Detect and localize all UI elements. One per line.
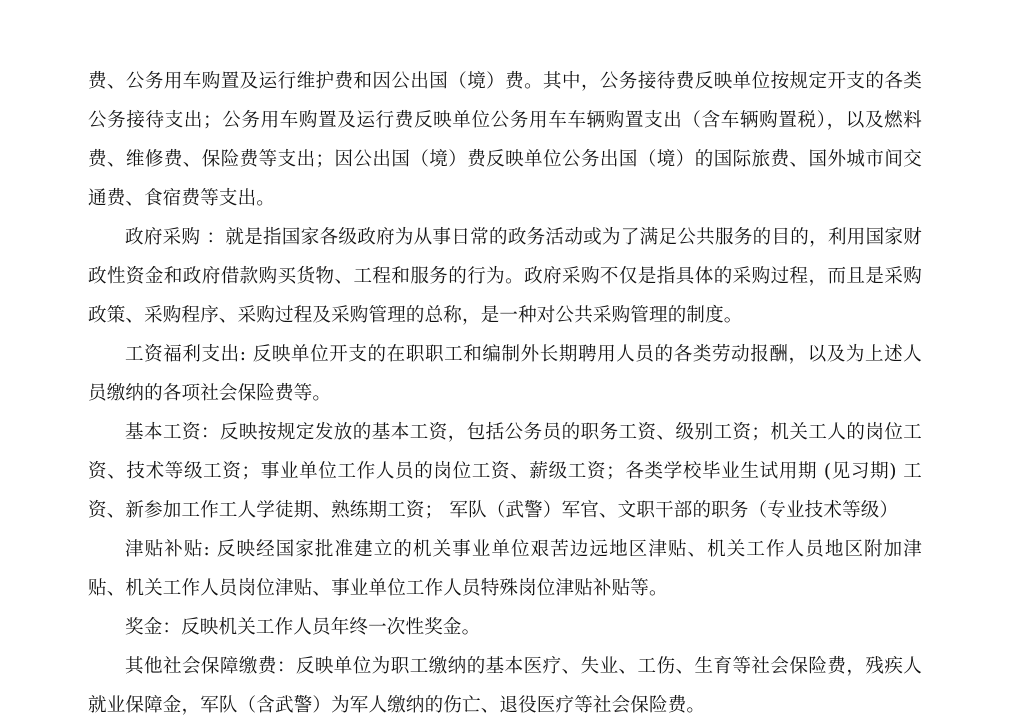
paragraph-allowance-subsidy: 津贴补贴: 反映经国家批准建立的机关事业单位艰苦边远地区津贴、机关工作人员地区附加津贴、机关工作人员岗位津贴、事业单位工作人员特殊岗位津贴补贴等。 xyxy=(88,539,922,599)
paragraph-other-social-security: 其他社会保障缴费：反映单位为职工缴纳的基本医疗、失业、工伤、生育等社会保险费，残疾人就业保障金，军队（含武警）为军人缴纳的伤亡、退役医疗等社会保险费。 xyxy=(88,656,922,716)
paragraph-basic-salary: 基本工资：反映按规定发放的基本工资，包括公务员的职务工资、级别工资；机关工人的岗位工资、技术等级工资；事业单位工作人员的岗位工资、薪级工资；各类学校毕业生试用期 (见习期) 工资、新参加工作工人学徒期、熟练期工资； 军队（武警）军官、文职干部的职务（专业技术等级） xyxy=(88,422,922,521)
paragraph-1: 费、公务用车购置及运行维护费和因公出国（境）费。其中，公务接待费反映单位按规定开支的各类公务接待支出；公务用车购置及运行费反映单位公务用车车辆购置支出（含车辆购置税），以及燃料费、维修费、保险费等支出；因公出国（境）费反映单位公务出国（境）的国际旅费、国外城市间交通费、食宿费等支出。 xyxy=(88,71,922,209)
document-body xyxy=(88,62,922,725)
paragraph-government-procurement: 政府采购 ：就是指国家各级政府为从事日常的政务活动或为了满足公共服务的目的，利用国家财政性资金和政府借款购买货物、工程和服务的行为。政府采购不仅是指具体的采购过程，而且是采购政策、采购程序、采购过程及采购管理的总称，是一种对公共采购管理的制度。 xyxy=(88,227,922,326)
paragraph-salary-benefits: 工资福利支出: 反映单位开支的在职职工和编制外长期聘用人员的各类劳动报酬，以及为上述人员缴纳的各项社会保险费等。 xyxy=(88,344,922,404)
paragraph-bonus: 奖金：反映机关工作人员年终一次性奖金。 xyxy=(125,617,481,638)
